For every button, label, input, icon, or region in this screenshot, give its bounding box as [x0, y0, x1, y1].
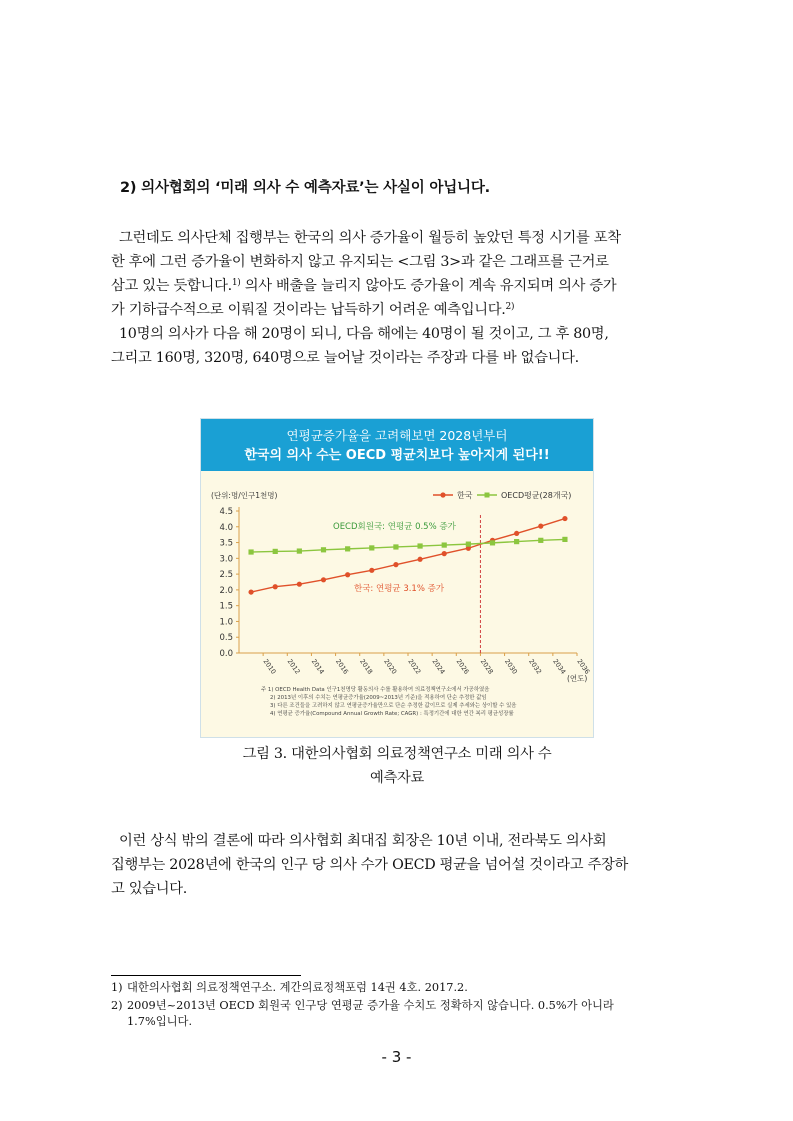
y-tick-label: 2.0 — [219, 585, 233, 596]
korea-data-point — [417, 557, 422, 562]
section-heading: 2) 의사협회의 ‘미래 의사 수 예측자료’는 사실이 아닙니다. — [120, 180, 490, 196]
x-tick-label: 2016 — [333, 657, 350, 676]
chart-banner — [201, 419, 593, 471]
oecd-data-point — [490, 540, 495, 545]
y-tick-label: 0.0 — [219, 649, 233, 659]
x-tick-label: 2024 — [430, 657, 447, 676]
caption-line: 예측자료 — [369, 770, 425, 786]
x-tick-label: 2022 — [406, 657, 423, 676]
x-tick-label: 2032 — [527, 657, 544, 676]
paragraph-3 — [111, 829, 683, 901]
paragraph-line: 한 후에 그런 증가율이 변화하지 않고 유지되는 <그림 3>과 같은 그래프를 근거로 — [111, 254, 609, 270]
x-tick-label: 2014 — [309, 657, 326, 676]
korea-data-point — [297, 582, 302, 587]
oecd-data-point — [538, 538, 543, 543]
x-tick-label: 2026 — [454, 657, 471, 676]
figure-3 — [200, 418, 594, 738]
y-tick-label: 3.0 — [219, 554, 233, 565]
y-tick-label: 1.0 — [219, 617, 233, 628]
paragraph-line — [111, 298, 683, 322]
footnote-text: 대한의사협회 의료정책연구소. 계간의료정책포럼 14권 4호. 2017.2. — [127, 981, 468, 994]
y-tick-label: 3.5 — [219, 538, 233, 549]
legend-oecd-marker — [485, 493, 490, 498]
legend-korea-label: 한국 — [457, 491, 473, 500]
chart-figure — [201, 419, 593, 737]
oecd-data-point — [417, 543, 422, 548]
korea-data-point — [538, 524, 543, 529]
korea-data-point — [321, 577, 326, 582]
footnote-1 — [111, 980, 686, 996]
page-number: - 3 - — [381, 1048, 412, 1066]
footnote-ref[interactable]: 2) — [505, 302, 515, 312]
paragraph-1 — [111, 226, 683, 322]
paragraph-text: 삼고 있는 듯합니다. — [111, 278, 232, 294]
x-tick-label: 2012 — [285, 657, 302, 676]
oecd-data-point — [248, 549, 253, 554]
caption-line: 그림 3. 대한의사협회 의료정책연구소 미래 의사 수 — [242, 746, 552, 762]
paragraph-text: 의사 배출을 늘리지 않아도 증가율이 계속 유지되며 의사 증가 — [240, 278, 617, 294]
paragraph-line — [111, 274, 683, 298]
banner-line-1: 연평균증가율을 고려해보면 2028년부터 — [286, 428, 508, 443]
legend-oecd-label: OECD평균(28개국) — [501, 491, 572, 500]
y-tick-label: 0.5 — [219, 633, 233, 644]
chart-note-3: 3) 다른 조건들을 고려하지 않고 연평균증가율만으로 단순 추정한 값이므로 실제 추세와는 상이할 수 있음 — [270, 703, 517, 709]
footnote-ref[interactable]: 1) — [231, 278, 241, 288]
footnote-number: 2) — [111, 999, 123, 1012]
oecd-data-point — [393, 544, 398, 549]
oecd-data-point — [321, 547, 326, 552]
chart-note-2: 2) 2013년 이후의 수치는 연평균증가율(2009~2013년 기준)을 적용하여 단순 추정한 값임 — [270, 695, 487, 701]
y-tick-label: 4.0 — [219, 522, 233, 533]
legend-korea-marker — [440, 492, 445, 497]
footnote-2 — [111, 998, 686, 1014]
annotation-oecd: OECD회원국: 연평균 0.5% 증가 — [333, 522, 456, 532]
korea-data-point — [248, 589, 253, 594]
paragraph-line: 그런데도 의사단체 집행부는 한국의 의사 증가율이 월등히 높았던 특정 시기를 포착 — [119, 230, 621, 246]
x-tick-label: 2010 — [261, 657, 278, 676]
footnote-number: 1) — [111, 981, 123, 994]
oecd-data-point — [562, 537, 567, 542]
x-tick-label: 2028 — [478, 657, 495, 676]
oecd-data-point — [273, 549, 278, 554]
footnote-text: 2009년~2013년 OECD 회원국 인구당 연평균 증가율 수치도 정확하지 않습니다. 0.5%가 아니라 — [127, 999, 614, 1012]
chart-note-4: 4) 연평균 증가율(Compound Annual Growth Rate; CAGR) : 특정기간에 대한 연간 복리 평균성장률 — [270, 711, 514, 717]
x-unit-label: (연도) — [567, 674, 588, 683]
chart-note-1: 주 1) OECD Health Data 인구1천명당 활동의사 수를 활용하여 의료정책연구소에서 가공하였음 — [261, 687, 490, 693]
korea-data-point — [442, 551, 447, 556]
korea-data-point — [393, 562, 398, 567]
x-tick-label: 2034 — [551, 657, 568, 676]
oecd-data-point — [297, 548, 302, 553]
banner-line-2: 한국의 의사 수는 OECD 평균치보다 높아지게 된다!! — [244, 448, 550, 463]
footnote-2-continued: 1.7%입니다. — [127, 1015, 193, 1028]
korea-data-point — [369, 568, 374, 573]
paragraph-line: 고 있습니다. — [111, 881, 188, 897]
oecd-data-point — [466, 542, 471, 547]
y-tick-label: 1.5 — [219, 601, 233, 612]
x-tick-label: 2018 — [358, 657, 375, 676]
oecd-data-point — [345, 546, 350, 551]
figure-caption — [111, 742, 683, 790]
paragraph-2 — [111, 322, 683, 370]
paragraph-line: 10명의 의사가 다음 해 20명이 되니, 다음 해에는 40명이 될 것이고, 그 후 80명, — [119, 326, 609, 342]
y-tick-label: 2.5 — [219, 570, 233, 581]
korea-data-point — [514, 531, 519, 536]
paragraph-text: 가 기하급수적으로 이뤄질 것이라는 납득하기 어려운 예측입니다. — [111, 302, 506, 318]
x-tick-label: 2036 — [575, 657, 592, 676]
korea-data-point — [345, 572, 350, 577]
oecd-data-point — [442, 542, 447, 547]
annotation-korea: 한국: 연평균 3.1% 증가 — [354, 584, 445, 594]
y-tick-label: 4.5 — [219, 507, 233, 517]
paragraph-line: 그리고 160명, 320명, 640명으로 늘어날 것이라는 주장과 다를 바 없습니다. — [111, 350, 579, 366]
korea-data-point — [273, 584, 278, 589]
oecd-data-point — [369, 545, 374, 550]
x-tick-label: 2020 — [382, 657, 399, 676]
footnote-rule — [111, 975, 301, 976]
korea-data-point — [562, 516, 567, 521]
paragraph-line: 이런 상식 밖의 결론에 따라 의사협회 최대집 회장은 10년 이내, 전라북도 의사회 — [119, 833, 607, 849]
oecd-data-point — [514, 539, 519, 544]
unit-label: (단위:명/인구1천명) — [211, 491, 278, 500]
paragraph-line: 집행부는 2028년에 한국의 인구 당 의사 수가 OECD 평균을 넘어설 것이라고 주장하 — [111, 857, 629, 873]
x-tick-label: 2030 — [502, 657, 519, 676]
